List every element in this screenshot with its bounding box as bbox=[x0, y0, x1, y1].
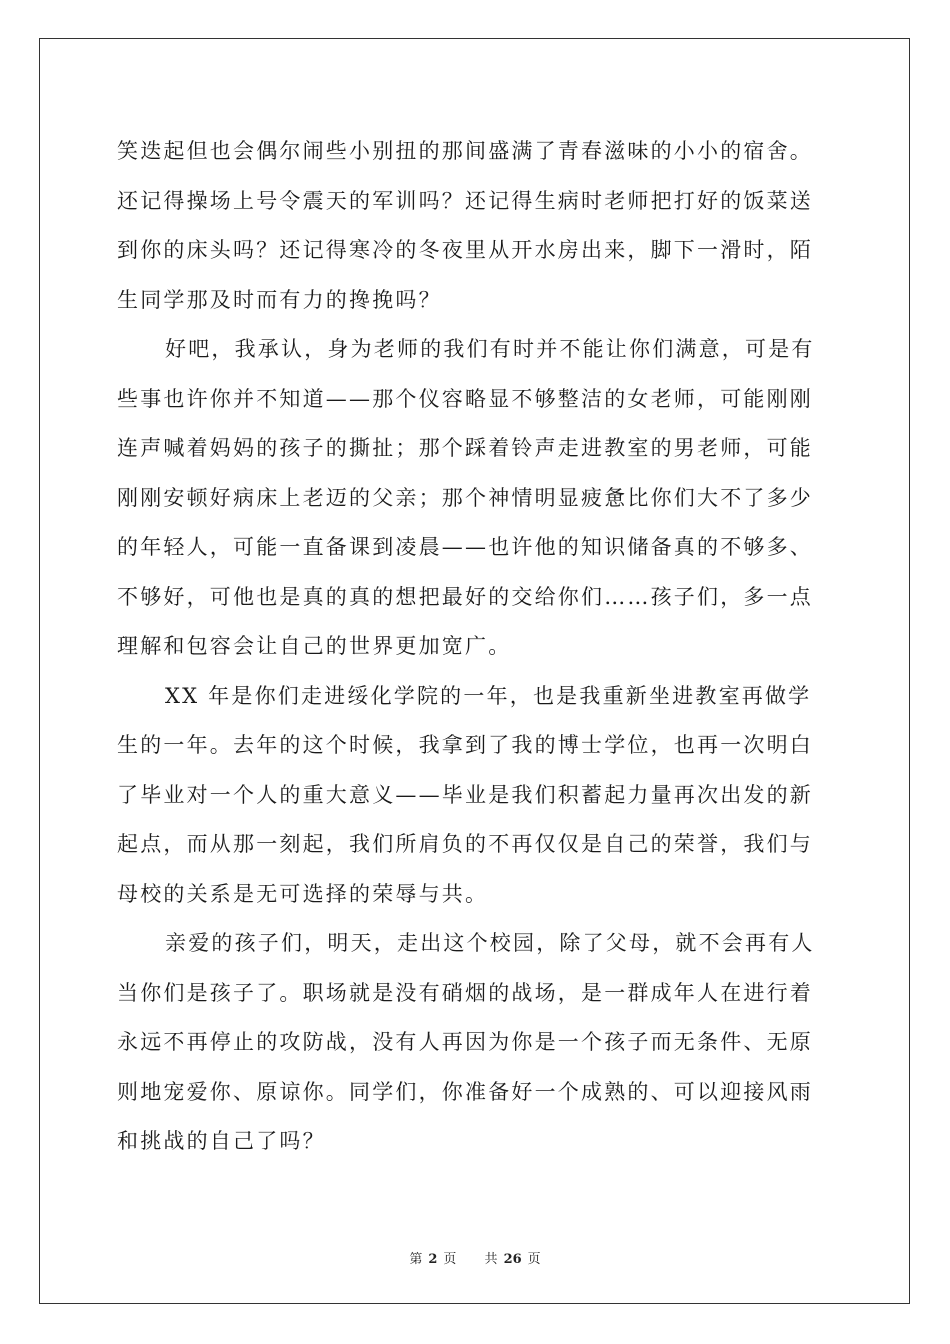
text-line: 还记得操场上号令震天的军训吗？还记得生病时老师把打好的饭菜送 bbox=[117, 188, 813, 213]
page-total bbox=[479, 1252, 547, 1267]
text-line: 生同学那及时而有力的搀挽吗？ bbox=[117, 287, 442, 312]
text-line: 亲爱的孩子们，明天，走出这个校园，除了父母，就不会再有人 bbox=[165, 931, 815, 955]
page-footer bbox=[0, 1248, 950, 1267]
text-line: 当你们是孩子了。职场就是没有硝烟的战场，是一群成年人在进行着 bbox=[117, 980, 813, 1005]
text-line: 起点，而从那一刻起，我们所肩负的不再仅仅是自己的荣誉，我们与 bbox=[117, 832, 813, 856]
text-line: 不够好，可他也是真的真的想把最好的交给你们……孩子们，多一点 bbox=[117, 584, 813, 609]
total-prefix: 共 bbox=[484, 1252, 498, 1267]
text-line: 生的一年。去年的这个时候，我拿到了我的博士学位，也再一次明白 bbox=[117, 733, 813, 757]
page-number bbox=[403, 1252, 462, 1267]
text-line: 好吧，我承认，身为老师的我们有时并不能让你们满意，可是有 bbox=[165, 337, 815, 361]
document-body bbox=[117, 127, 833, 1167]
total-suffix: 页 bbox=[527, 1252, 541, 1267]
page-current: 2 bbox=[428, 1252, 438, 1267]
text-line: 到你的床头吗？还记得寒冷的冬夜里从开水房出来，脚下一滑时，陌 bbox=[117, 238, 813, 262]
text-line: 笑迭起但也会偶尔闹些小别扭的那间盛满了青春滋味的小小的宿舍。 bbox=[117, 139, 813, 163]
text-line: 了毕业对一个人的重大意义——毕业是我们积蓄起力量再次出发的新 bbox=[117, 782, 813, 807]
text-line: 永远不再停止的攻防战，没有人再因为你是一个孩子而无条件、无原 bbox=[117, 1030, 813, 1054]
total-count: 26 bbox=[503, 1252, 522, 1267]
page-suffix: 页 bbox=[443, 1252, 457, 1267]
text-line: 连声喊着妈妈的孩子的撕扯；那个踩着铃声走进教室的男老师，可能 bbox=[117, 436, 813, 460]
text-line: 和挑战的自己了吗？ bbox=[117, 1129, 326, 1153]
text-line: 刚刚安顿好病床上老迈的父亲；那个神情明显疲惫比你们大不了多少 bbox=[117, 485, 813, 510]
text-line: 母校的关系是无可选择的荣辱与共。 bbox=[117, 881, 489, 906]
text-line: 理解和包容会让自己的世界更加宽广。 bbox=[117, 634, 512, 658]
text-line: 的年轻人，可能一直备课到凌晨——也许他的知识储备真的不够多、 bbox=[117, 535, 813, 559]
text-line: XX 年是你们走进绥化学院的一年，也是我重新坐进教室再做学 bbox=[165, 683, 812, 708]
text-line: 些事也许你并不知道——那个仪容略显不够整洁的女老师，可能刚刚 bbox=[117, 386, 813, 411]
text-line: 则地宠爱你、原谅你。同学们，你准备好一个成熟的、可以迎接风雨 bbox=[117, 1079, 813, 1104]
page-prefix: 第 bbox=[409, 1252, 423, 1267]
